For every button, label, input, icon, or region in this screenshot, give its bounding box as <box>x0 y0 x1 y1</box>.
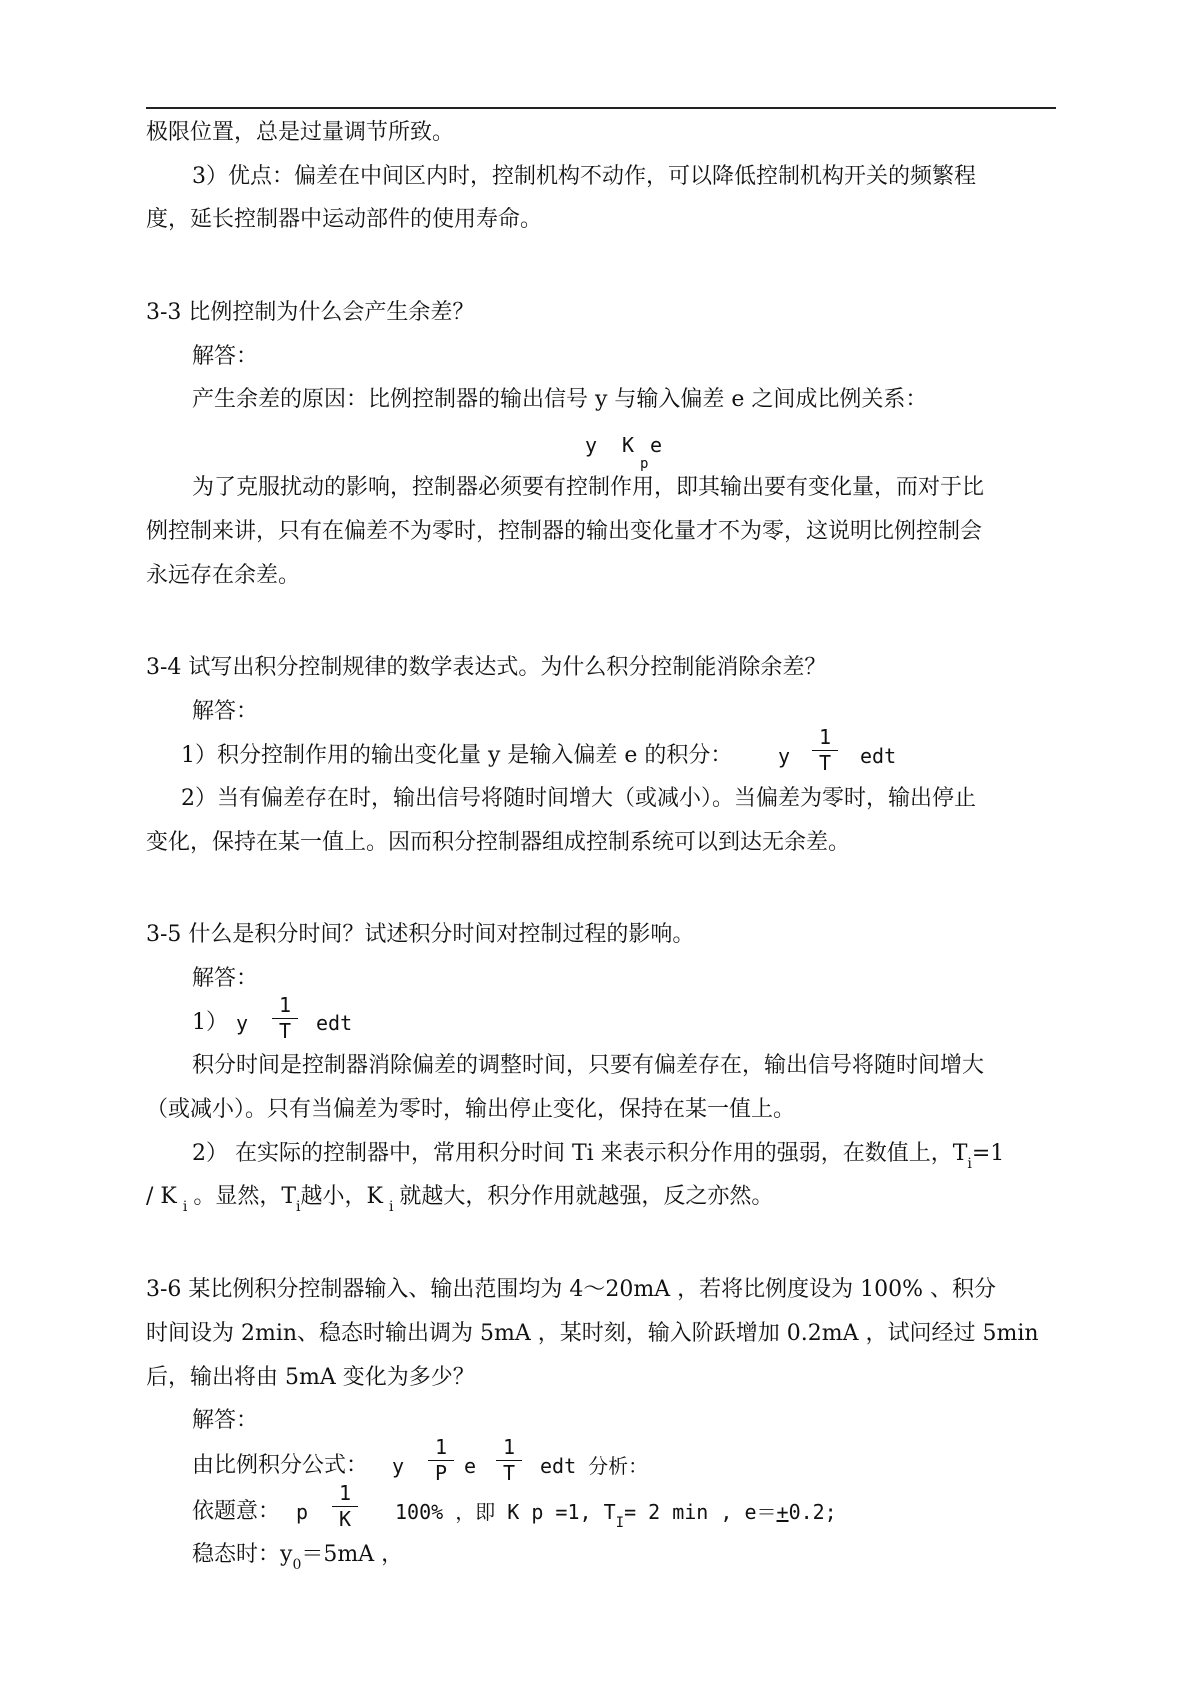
text-line: （或减小）。只有当偏差为零时，输出停止变化，保持在某一值上。 <box>146 1097 796 1122</box>
eq-p: p <box>296 1500 309 1524</box>
eq-y: y <box>585 433 598 457</box>
eq-sub-p: p <box>640 456 649 472</box>
fraction-1-over-k: $\frac{1}{K}$ <box>332 1480 358 1531</box>
question-title-3-6: 3-6 某比例积分控制器输入、输出范围均为 4～20mA ，若将比例度设为 100% 、积分 <box>146 1277 997 1302</box>
fraction-1-over-t: $\frac{1}{T}$ <box>496 1434 522 1485</box>
text-line: 3）优点：偏差在中间区内时，控制机构不动作，可以降低控制机构开关的频繁程 <box>192 164 976 189</box>
text-line: 变化，保持在某一值上。因而积分控制器组成控制系统可以到达无余差。 <box>146 830 851 855</box>
eq-edt: edt 分析： <box>540 1454 649 1478</box>
eq-edt: edt <box>860 744 897 768</box>
text-line: 产生余差的原因：比例控制器的输出信号 y 与输入偏差 e 之间成比例关系： <box>192 387 928 412</box>
text-line: 度，延长控制器中运动部件的使用寿命。 <box>146 207 543 232</box>
eq-k: K <box>622 433 635 457</box>
question-title-3-3: 3-3 比例控制为什么会产生余差？ <box>146 300 475 325</box>
answer-label: 解答： <box>192 699 259 724</box>
text-line: 极限位置，总是过量调节所致。 <box>146 120 455 145</box>
text-line: 永远存在余差。 <box>146 563 301 588</box>
question-title-3-5: 3-5 什么是积分时间？试述积分时间对控制过程的影响。 <box>146 922 695 947</box>
eq-y: y <box>778 744 791 768</box>
answer-label: 解答： <box>192 1408 259 1433</box>
text-line: 后，输出将由 5mA 变化为多少？ <box>146 1365 475 1390</box>
header-rule <box>146 107 1056 109</box>
text-line: 时间设为 2min、稳态时输出调为 5mA ，某时刻，输入阶跃增加 0.2mA ，试问经过 5min <box>146 1321 1039 1346</box>
eq-y: y <box>236 1011 249 1035</box>
text-line: 100% ，即 K p =1, $T_I= 2$ min , e＝+0.2; <box>395 1500 837 1531</box>
eq-e: e <box>650 433 663 457</box>
text-line: 2） 在实际的控制器中，常用积分时间 Ti 来表示积分作用的强弱，在数值上，$T_i=1$ <box>192 1141 1005 1172</box>
text-line: 为了克服扰动的影响，控制器必须要有控制作用，即其输出要有变化量，而对于比 <box>192 475 985 500</box>
fraction-1-over-p: $\frac{1}{P}$ <box>428 1434 454 1485</box>
answer-label: 解答： <box>192 966 259 991</box>
text-line: 例控制来讲，只有在偏差不为零时，控制器的输出变化量才不为零，这说明比例控制会 <box>146 519 983 544</box>
text-line: 2）当有偏差存在时，输出信号将随时间增大（或减小）。当偏差为零时，输出停止 <box>181 786 976 811</box>
answer-label: 解答： <box>192 344 259 369</box>
eq-e: e <box>464 1454 477 1478</box>
fraction-1-over-t: $\frac{1}{T}$ <box>272 992 298 1043</box>
question-title-3-4: 3-4 试写出积分控制规律的数学表达式。为什么积分控制能消除余差？ <box>146 655 827 680</box>
text-line: 依题意： <box>192 1499 281 1524</box>
text-line: 稳态时：$y_0=5mA$ ， <box>192 1542 404 1573</box>
text-line: / K $_i$ 。显然，$T_i$越小，K $_i$ 就越大，积分作用就越强，反之亦然。 <box>146 1184 774 1215</box>
list-marker: 1） <box>192 1010 228 1035</box>
eq-edt: edt <box>316 1011 353 1035</box>
text-line: 由比例积分公式： <box>192 1453 369 1478</box>
fraction-1-over-t: $\frac{1}{T}$ <box>812 724 838 775</box>
text-line: 1）积分控制作用的输出变化量 y 是输入偏差 e 的积分： <box>181 743 733 768</box>
text-line: 积分时间是控制器消除偏差的调整时间，只要有偏差存在，输出信号将随时间增大 <box>192 1053 985 1078</box>
eq-y: y <box>392 1454 405 1478</box>
